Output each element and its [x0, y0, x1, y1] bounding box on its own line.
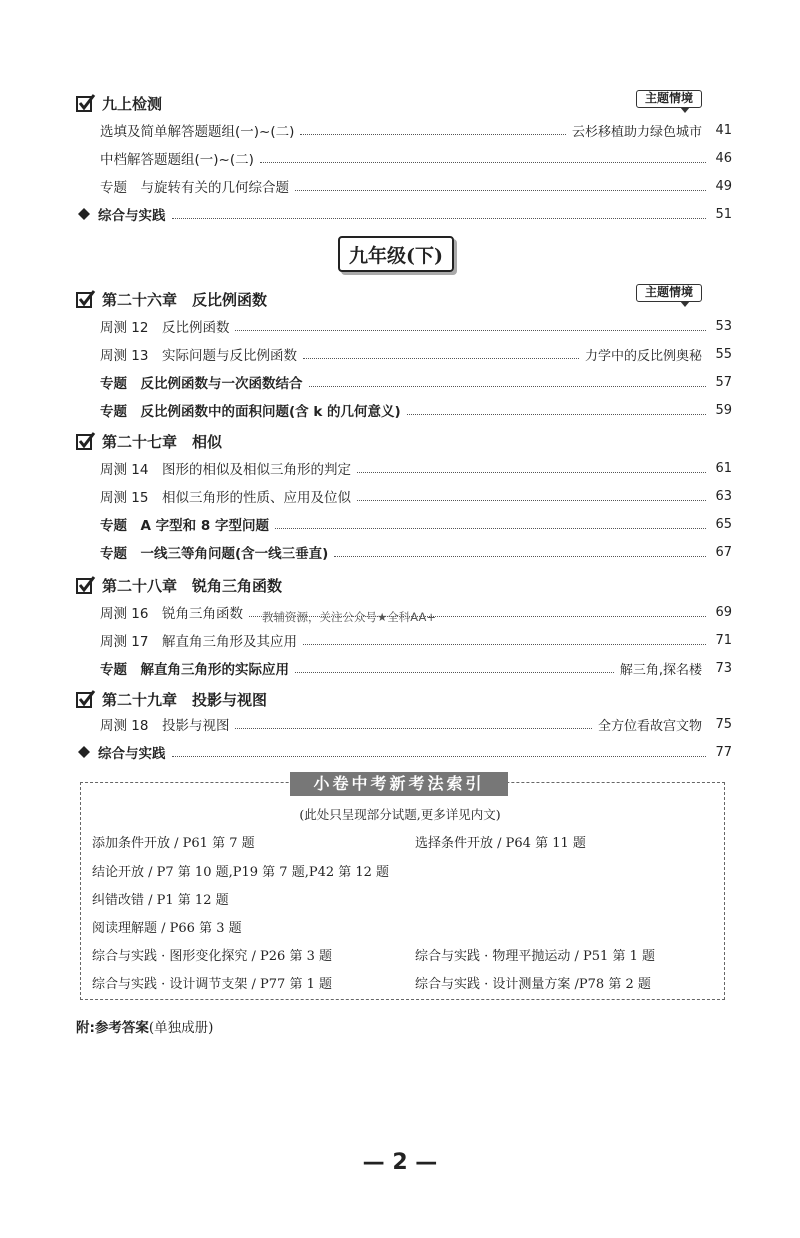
toc-row[interactable]: [76, 712, 732, 736]
dot-leader: [235, 330, 706, 331]
toc-label: 选填及简单解答题题组(一)~(二): [100, 124, 295, 140]
tag-pointer-icon: [680, 301, 690, 307]
chapter-heading[interactable]: [76, 686, 267, 712]
section-title: 九上检测: [102, 94, 163, 113]
toc-row[interactable]: [76, 174, 732, 198]
toc-theme: 力学中的反比例奥秘: [584, 348, 702, 364]
index-subtitle: (此处只呈现部分试题,更多详见内文): [299, 807, 501, 822]
checkbox-checked-icon: [76, 689, 96, 709]
dot-leader: [357, 472, 706, 473]
index-item[interactable]: 综合与实践 · 设计测量方案 /P78 第 2 题: [415, 977, 651, 992]
dot-leader: [172, 218, 707, 219]
toc-label: 中档解答题题组(一)~(二): [100, 152, 254, 168]
toc-row[interactable]: [76, 146, 732, 170]
dot-leader: [357, 500, 706, 501]
toc-row[interactable]: [76, 398, 732, 422]
diamond-bullet-icon: [78, 208, 90, 220]
index-title: 小卷中考新考法索引: [290, 772, 508, 796]
page-number: — 2 —: [362, 1150, 438, 1175]
dot-leader: [303, 644, 706, 645]
toc-page-number: 49: [715, 178, 732, 194]
grade-title: 九年级(下): [338, 236, 454, 272]
toc-page-number: 61: [715, 460, 732, 476]
chapter-heading[interactable]: [76, 286, 267, 312]
toc-label: 周测 15 相似三角形的性质、应用及位似: [100, 490, 351, 506]
toc-row[interactable]: [76, 118, 732, 142]
index-item[interactable]: 纠错改错 / P1 第 12 题: [92, 893, 229, 908]
toc-row[interactable]: [76, 370, 732, 394]
toc-row[interactable]: [76, 540, 732, 564]
toc-row[interactable]: [76, 456, 732, 480]
watermark-text: 教辅资源，关注公众号★全科AA+: [262, 610, 436, 624]
chapter-title: 第二十八章 锐角三角函数: [102, 576, 283, 595]
checkbox-checked-icon: [76, 289, 96, 309]
dot-leader: [334, 556, 706, 557]
toc-label: 专题 解直角三角形的实际应用: [100, 662, 289, 678]
checkbox-checked-icon: [76, 431, 96, 451]
toc-row-practice[interactable]: [76, 740, 732, 764]
toc-label: 专题 一线三等角问题(含一线三垂直): [100, 546, 329, 562]
appendix-suffix: (单独成册): [148, 1020, 214, 1036]
tag-pointer-icon: [680, 107, 690, 113]
toc-row[interactable]: [76, 512, 732, 536]
index-item[interactable]: 综合与实践 · 物理平抛运动 / P51 第 1 题: [415, 949, 655, 964]
toc-theme: 全方位看故宫文物: [597, 718, 702, 734]
toc-theme: 云杉移植助力绿色城市: [571, 124, 702, 140]
toc-page-number: 65: [715, 516, 732, 532]
toc-page-number: 73: [715, 660, 732, 676]
diamond-bullet-icon: [78, 746, 90, 758]
toc-page-number: 55: [715, 346, 732, 362]
index-item[interactable]: 阅读理解题 / P66 第 3 题: [92, 921, 242, 936]
toc-row-practice[interactable]: [76, 202, 732, 226]
toc-label: 周测 14 图形的相似及相似三角形的判定: [100, 462, 351, 478]
toc-row[interactable]: [76, 342, 732, 366]
theme-tag: 主题情境: [636, 284, 702, 306]
toc-label: 周测 18 投影与视图: [100, 718, 230, 734]
dot-leader: [295, 190, 706, 191]
toc-page-number: 63: [715, 488, 732, 504]
dot-leader: [235, 728, 592, 729]
toc-label: 专题 反比例函数与一次函数结合: [100, 376, 303, 392]
toc-label: 专题 反比例函数中的面积问题(含 k 的几何意义): [100, 404, 401, 420]
index-item[interactable]: 添加条件开放 / P61 第 7 题: [92, 836, 255, 851]
toc-row[interactable]: [76, 628, 732, 652]
dot-leader: [260, 162, 706, 163]
toc-label: 周测 13 实际问题与反比例函数: [100, 348, 297, 364]
chapter-heading[interactable]: [76, 428, 222, 454]
index-item[interactable]: 综合与实践 · 设计调节支架 / P77 第 1 题: [92, 977, 332, 992]
checkbox-checked-icon: [76, 93, 96, 113]
chapter-title: 第二十九章 投影与视图: [102, 690, 268, 709]
toc-label: 专题 A 字型和 8 字型问题: [100, 518, 269, 534]
toc-page-number: 46: [715, 150, 732, 166]
toc-label: 综合与实践: [98, 208, 166, 224]
dot-leader: [275, 528, 706, 529]
toc-row[interactable]: [76, 656, 732, 680]
dot-leader: [407, 414, 706, 415]
toc-label: 周测 17 解直角三角形及其应用: [100, 634, 297, 650]
appendix-prefix: 附:参考答案: [76, 1020, 149, 1036]
toc-page-number: 77: [715, 744, 732, 760]
toc-page-number: 69: [715, 604, 732, 620]
index-item[interactable]: 结论开放 / P7 第 10 题,P19 第 7 题,P42 第 12 题: [92, 865, 390, 880]
toc-page-number: 51: [715, 206, 732, 222]
toc-row[interactable]: [76, 314, 732, 338]
index-item[interactable]: 综合与实践 · 图形变化探究 / P26 第 3 题: [92, 949, 332, 964]
appendix-note: [76, 1016, 213, 1036]
section-heading[interactable]: [76, 90, 162, 116]
toc-page-number: 75: [715, 716, 732, 732]
chapter-heading[interactable]: [76, 572, 282, 598]
toc-page-number: 67: [715, 544, 732, 560]
toc-page-number: 53: [715, 318, 732, 334]
dot-leader: [295, 672, 614, 673]
dot-leader: [303, 358, 579, 359]
toc-label: 周测 12 反比例函数: [100, 320, 230, 336]
toc-row[interactable]: [76, 484, 732, 508]
chapter-title: 第二十六章 反比例函数: [102, 290, 268, 309]
chapter-title: 第二十七章 相似: [102, 432, 223, 451]
theme-tag: 主题情境: [636, 90, 702, 112]
checkbox-checked-icon: [76, 575, 96, 595]
toc-page-number: 41: [715, 122, 732, 138]
toc-label: 综合与实践: [98, 746, 166, 762]
dot-leader: [309, 386, 707, 387]
toc-page-number: 57: [715, 374, 732, 390]
dot-leader: [172, 756, 707, 757]
index-item[interactable]: 选择条件开放 / P64 第 11 题: [415, 836, 586, 851]
toc-label: 周测 16 锐角三角函数: [100, 606, 243, 622]
toc-page-number: 59: [715, 402, 732, 418]
toc-label: 专题 与旋转有关的几何综合题: [100, 180, 289, 196]
dot-leader: [300, 134, 566, 135]
toc-page-number: 71: [715, 632, 732, 648]
toc-theme: 解三角,探名楼: [619, 662, 702, 678]
